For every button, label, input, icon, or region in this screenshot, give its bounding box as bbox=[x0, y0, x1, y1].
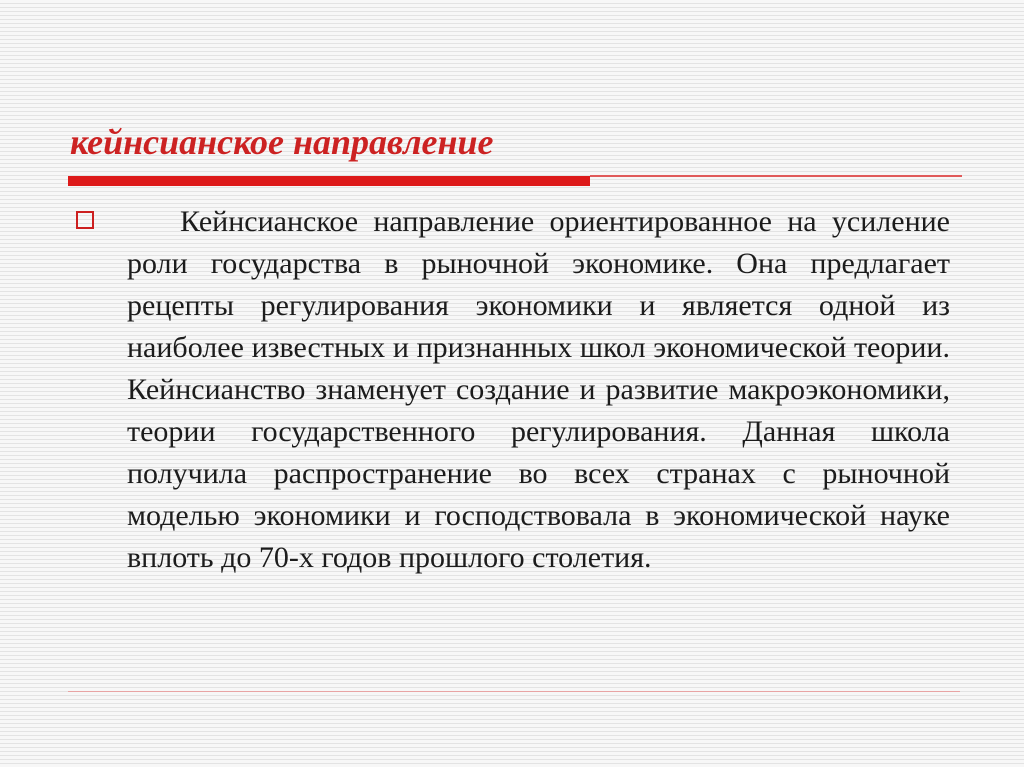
title-underline-thick bbox=[68, 176, 590, 186]
square-bullet-icon bbox=[76, 211, 94, 229]
body-paragraph: Кейнсианское направление ориентированное на усиление роли государства в рыночной экономике. Она предлагает рецепты регулирования экономики и является одной из наиболее известных и признанных школ экономической теории. Кейнсианство знаменует создание и развитие макроэкономики, теории государственного регулирования. Данная школа получила распространение во всех странах с рыночной моделью экономики и господствовала в экономической науке вплоть до 70-х годов прошлого столетия. bbox=[127, 205, 950, 574]
title-underline-thin bbox=[590, 175, 962, 177]
bottom-divider bbox=[68, 691, 960, 692]
slide-title: кейнсианское направление bbox=[70, 122, 494, 162]
